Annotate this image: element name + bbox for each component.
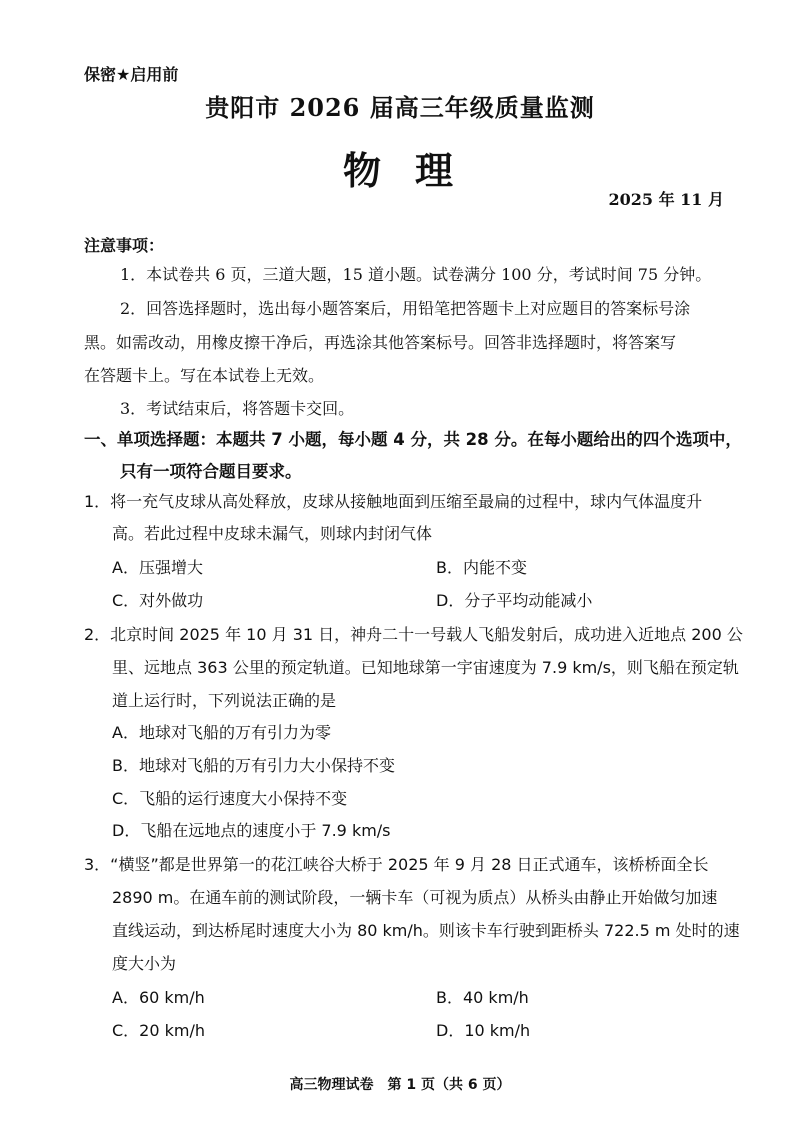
note-line-3: 黑。如需改动，用橡皮擦干净后，再选涂其他答案标号。回答非选择题时，将答案写 xyxy=(84,333,677,352)
q2-stem-line2: 里、远地点 363 公里的预定轨道。已知地球第一宇宙速度为 7.9 km/s，则飞船在预定轨 xyxy=(112,658,739,677)
section-heading-cont: 只有一项符合题目要求。 xyxy=(120,462,302,481)
q1-option-c: C．对外做功 xyxy=(112,591,204,610)
exam-title: 贵阳市 2026 届高三年级质量监测 xyxy=(205,93,595,122)
section-heading: 一、单项选择题：本题共 7 小题，每小题 4 分，共 28 分。在每小题给出的四个选项中， xyxy=(84,430,742,449)
note-line-4: 在答题卡上。写在本试卷上无效。 xyxy=(84,366,325,385)
q2-option-d: D．飞船在远地点的速度小于 7.9 km/s xyxy=(112,821,391,840)
q1-option-b: B．内能不变 xyxy=(436,558,527,577)
note-line-5: 3．考试结束后，将答题卡交回。 xyxy=(120,399,355,418)
q1-stem-line2: 高。若此过程中皮球未漏气，则球内封闭气体 xyxy=(112,524,433,543)
q3-option-d: D．10 km/h xyxy=(436,1021,531,1040)
q1-stem-line1: 1．将一充气皮球从高处释放，皮球从接触地面到压缩至最扁的过程中，球内气体温度升 xyxy=(84,492,703,511)
q2-stem-line3: 道上运行时，下列说法正确的是 xyxy=(112,691,337,710)
q3-option-a: A．60 km/h xyxy=(112,988,205,1007)
q2-option-a: A．地球对飞船的万有引力为零 xyxy=(112,723,331,742)
q3-option-b: B．40 km/h xyxy=(436,988,529,1007)
note-line-2: 2．回答选择题时，选出每小题答案后，用铅笔把答题卡上对应题目的答案标号涂 xyxy=(120,299,691,318)
exam-date: 2025 年 11 月 xyxy=(608,190,724,209)
q1-option-d: D．分子平均动能减小 xyxy=(436,591,593,610)
q2-option-b: B．地球对飞船的万有引力大小保持不变 xyxy=(112,756,395,775)
q3-stem-line2: 2890 m。在通车前的测试阶段，一辆卡车（可视为质点）从桥头由静止开始做匀加速 xyxy=(112,888,718,907)
confidential-label: 保密★启用前 xyxy=(84,65,179,84)
q3-option-c: C．20 km/h xyxy=(112,1021,206,1040)
q3-stem-line3: 直线运动，到达桥尾时速度大小为 80 km/h。则该卡车行驶到距桥头 722.5 m 处时的速 xyxy=(112,921,740,940)
q1-option-a: A．压强增大 xyxy=(112,558,203,577)
page-footer: 高三物理试卷 第 1 页（共 6 页） xyxy=(289,1077,511,1093)
q3-stem-line4: 度大小为 xyxy=(112,954,177,973)
note-line-1: 1．本试卷共 6 页，三道大题，15 道小题。试卷满分 100 分，考试时间 75 分钟。 xyxy=(120,265,712,284)
q2-stem-line1: 2．北京时间 2025 年 10 月 31 日，神舟二十一号载人飞船发射后，成功进入近地点 200 公 xyxy=(84,625,743,644)
subject-title: 物理 xyxy=(342,148,487,193)
q3-stem-line1: 3．“横竖”都是世界第一的花江峡谷大桥于 2025 年 9 月 28 日正式通车，该桥桥面全长 xyxy=(84,855,709,874)
q2-option-c: C．飞船的运行速度大小保持不变 xyxy=(112,789,348,808)
notes-heading: 注意事项： xyxy=(84,236,165,255)
